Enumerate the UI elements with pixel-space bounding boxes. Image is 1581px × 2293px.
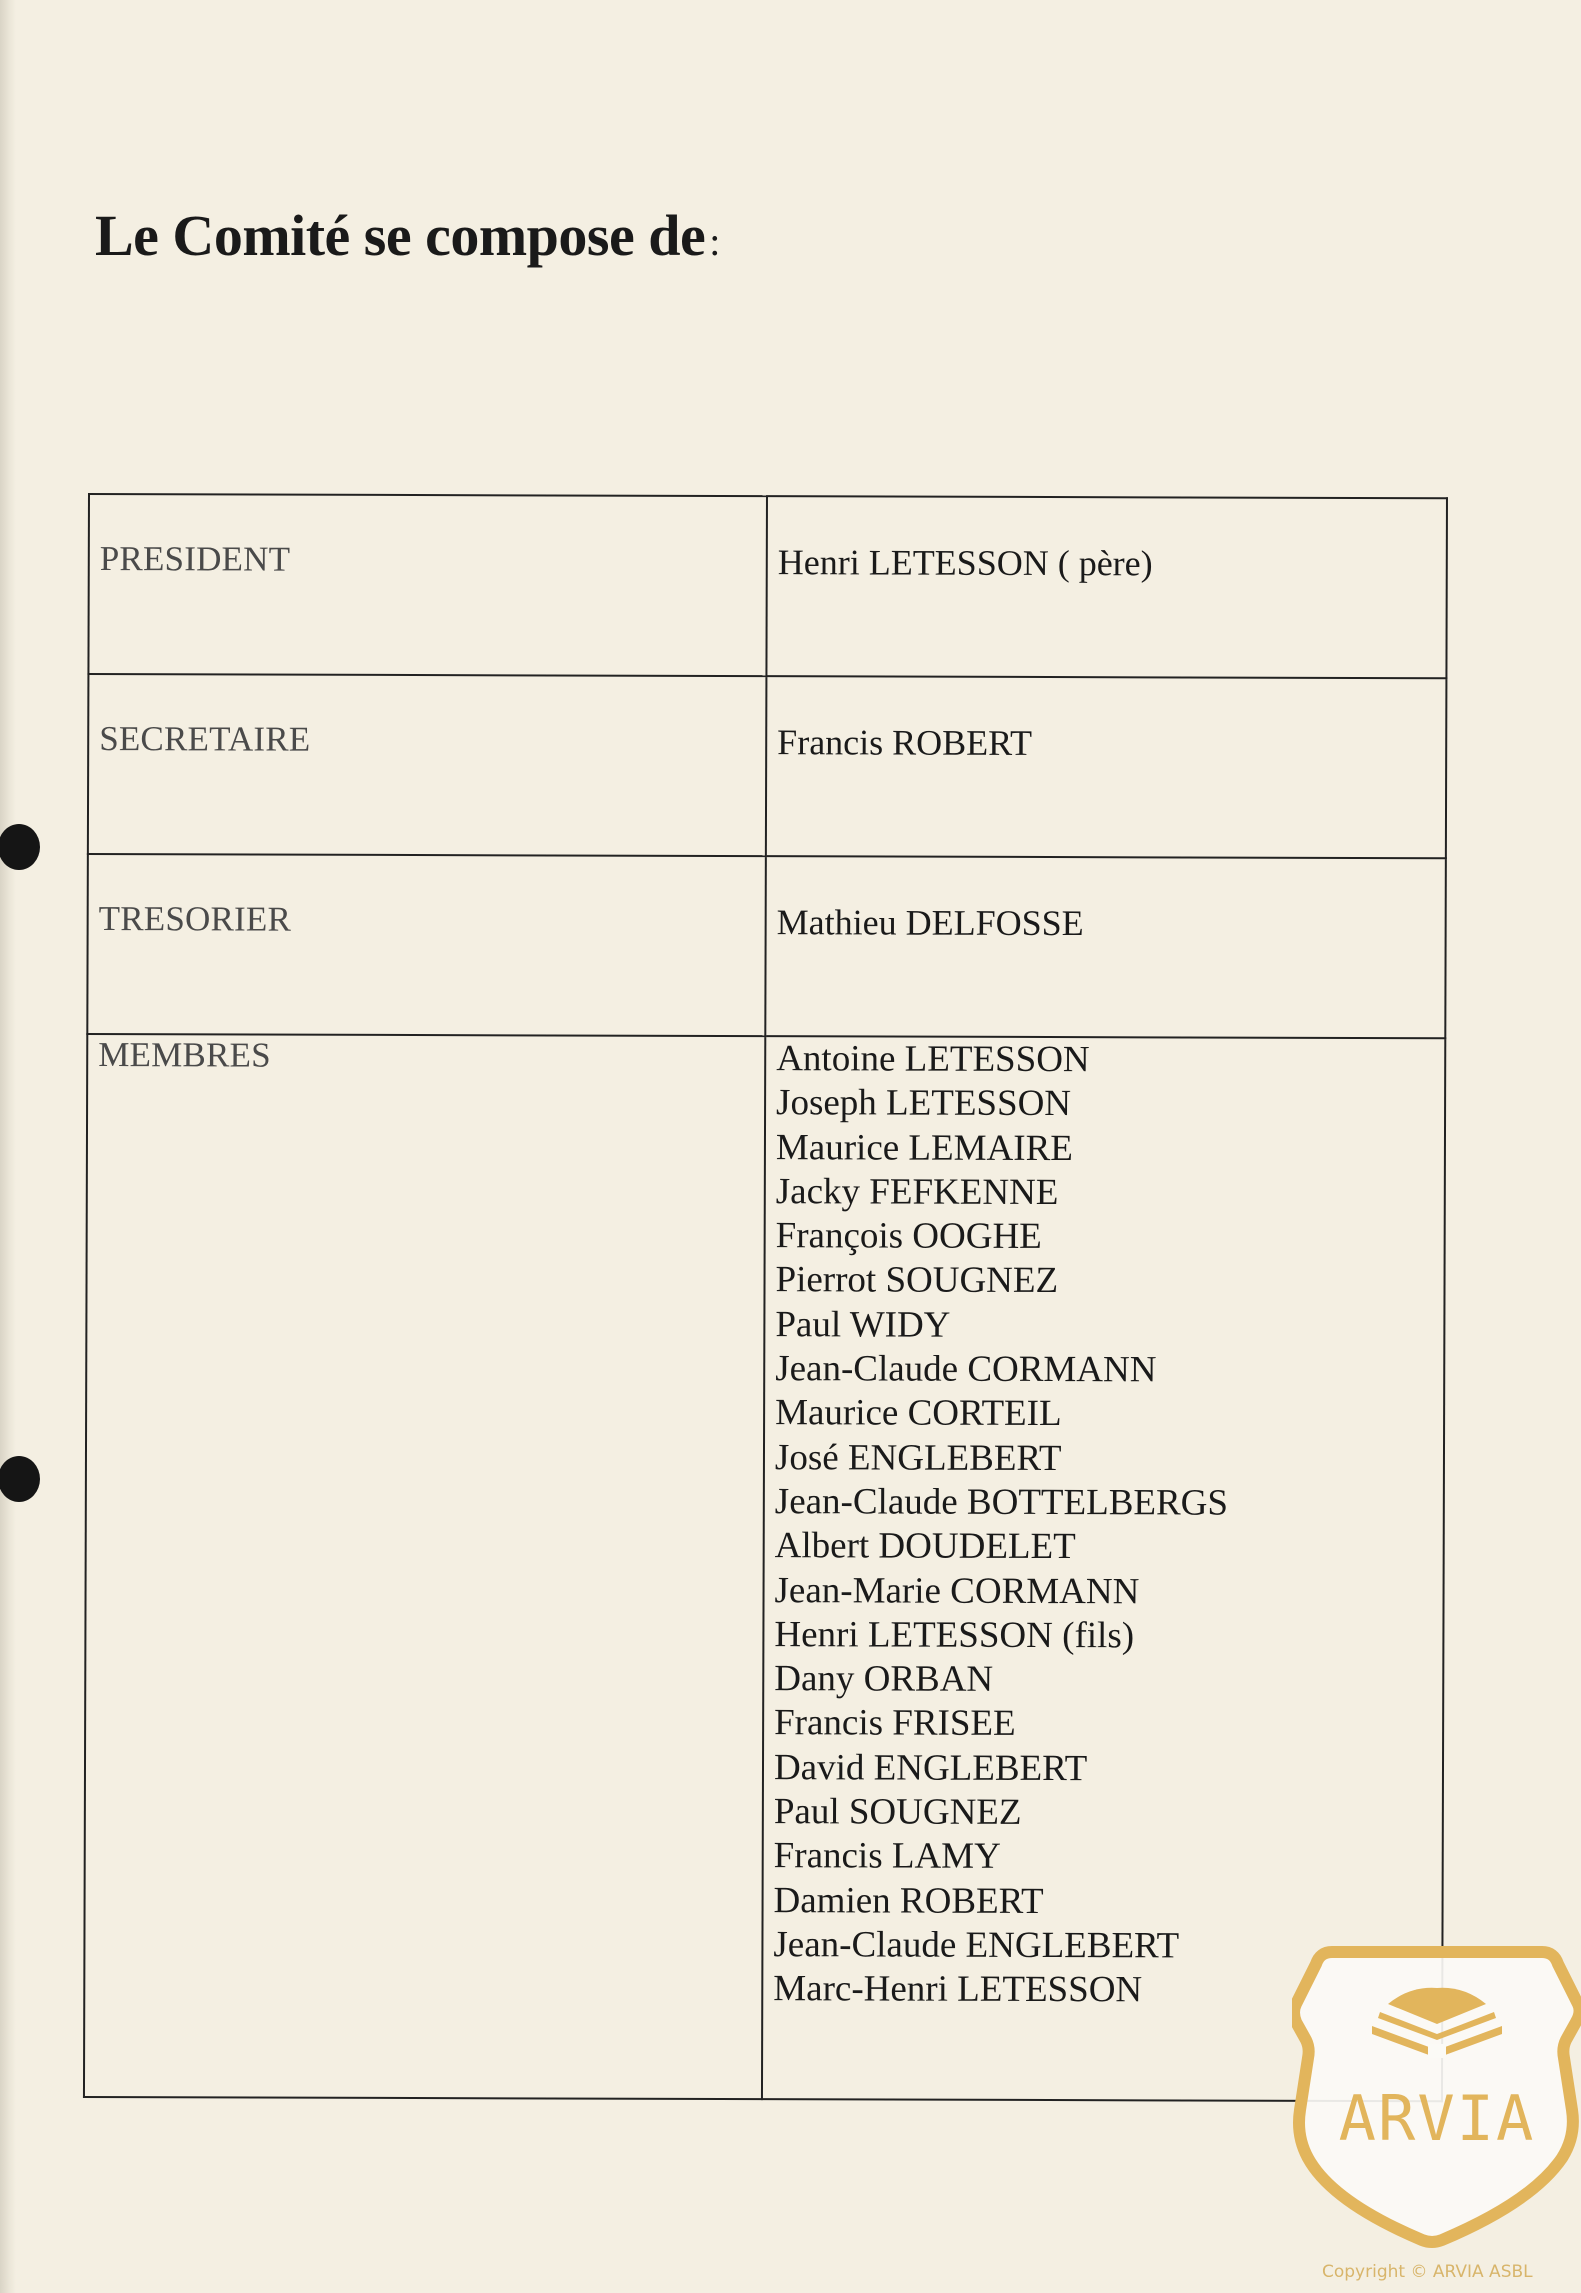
member-name: Albert DOUDELET (774, 1525, 1076, 1568)
member-name: Antoine LETESSON (776, 1038, 1090, 1081)
committee-table (83, 493, 1448, 2102)
role-secretaire: SECRETAIRE (88, 674, 767, 856)
member-name: Damien ROBERT (773, 1879, 1044, 1922)
logo-text: ARVIA (1338, 2082, 1536, 2155)
member-name: Jean-Marie CORMANN (774, 1569, 1140, 1612)
member-name: Jean-Claude CORMANN (775, 1348, 1157, 1391)
president-name: Henri LETESSON ( père) (766, 496, 1447, 678)
member-name: Jean-Claude ENGLEBERT (773, 1924, 1180, 1967)
member-name: François OOGHE (775, 1215, 1042, 1258)
title-colon: : (709, 219, 720, 264)
member-name: Maurice LEMAIRE (775, 1126, 1073, 1169)
member-name: Pierrot SOUGNEZ (775, 1259, 1059, 1302)
member-name: Maurice CORTEIL (775, 1392, 1062, 1435)
arvia-logo-watermark (1292, 1940, 1581, 2250)
member-name: Paul SOUGNEZ (773, 1791, 1022, 1833)
member-name: David ENGLEBERT (773, 1746, 1088, 1789)
document-title (95, 202, 720, 269)
member-name: Henri LETESSON (fils) (774, 1614, 1135, 1657)
role-president: PRESIDENT (88, 494, 767, 676)
member-name: José ENGLEBERT (774, 1436, 1062, 1479)
member-name: Francis LAMY (773, 1835, 1001, 1878)
table-row (88, 674, 1447, 858)
tresorier-name: Mathieu DELFOSSE (765, 856, 1446, 1038)
copyright-notice: Copyright © ARVIA ASBL (1322, 2262, 1533, 2282)
table-row (84, 1034, 1445, 2101)
role-membres: MEMBRES (84, 1034, 765, 2099)
punch-hole (0, 1456, 40, 1502)
punch-hole (0, 824, 40, 870)
member-name: Joseph LETESSON (776, 1082, 1072, 1125)
secretaire-name: Francis ROBERT (766, 676, 1447, 858)
member-name: Francis FRISEE (774, 1702, 1016, 1745)
title-text: Le Comité se compose de (95, 203, 706, 268)
role-tresorier: TRESORIER (87, 854, 766, 1036)
members-list (773, 1037, 1434, 2014)
member-name: Jean-Claude BOTTELBERGS (774, 1481, 1229, 1524)
member-name: Jacky FEFKENNE (775, 1171, 1059, 1213)
table-row (87, 854, 1446, 1038)
page-edge (0, 0, 16, 2293)
member-name: Dany ORBAN (774, 1658, 994, 1701)
member-name: Marc-Henri LETESSON (773, 1968, 1143, 2011)
table-row (88, 494, 1447, 678)
member-name: Paul WIDY (775, 1303, 951, 1346)
